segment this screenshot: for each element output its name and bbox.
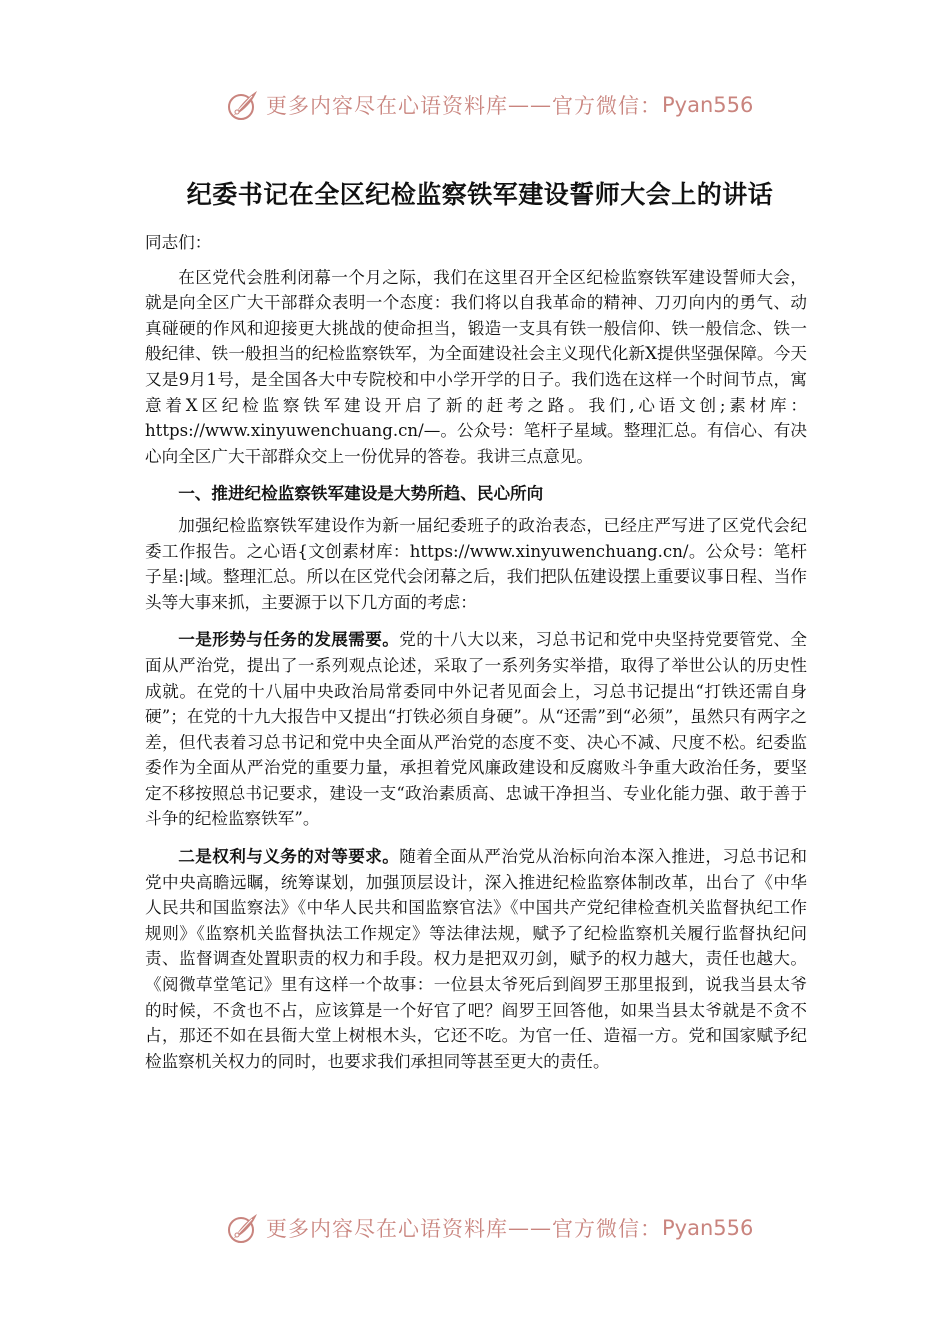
banner-brand-text: 更多内容尽在心语资料库	[266, 94, 508, 118]
point-1-text: 党的十八大以来，习总书记和党中央坚持党要管党、全面从严治党，提出了一系列观点论述，采取了一系列务实举措，取得了举世公认的历史性成就。在党的十八届中央政治局常委同中外记者见面会上，习总书记提出“打铁还需自身硬”；在党的十九大报告中又提出“打铁必须自身硬”。从“还需”到“必须”，虽然只有两字之差，但代表着习总书记和党中央全面从严治党的态度不变、决心不减、尺度不松。纪委监委作为全面从严治党的重要力量，承担着党风廉政建设和反腐败斗争重大政治任务，要坚定不移按照总书记要求，建设一支“政治素质高、忠诚干净担当、专业化能力强、敢于善于斗争的纪检监察铁军”。	[145, 630, 808, 829]
banner-brand-text: 更多内容尽在心语资料库	[266, 1217, 508, 1241]
banner-dash: ——	[508, 1216, 552, 1240]
banner-wechat-id: Pyan556	[662, 1216, 754, 1240]
point-1-paragraph	[145, 627, 807, 832]
header-banner[interactable]	[226, 85, 754, 125]
footer-banner[interactable]	[226, 1208, 754, 1248]
point-2-text: 随着全面从严治党从治标向治本深入推进，习总书记和党中央高瞻远瞩，统筹谋划，加强顶层设计，深入推进纪检监察体制改革，出台了《中华人民共和国监察法》《中华人民共和国监察官法》《中国共产党纪律检查机关监督执纪工作规则》《监察机关监督执法工作规定》等法律法规，赋予了纪检监察机关履行监督执纪问责、监督调查处置职责的权力和手段。权力是把双刃剑，赋予的权力越大，责任也越大。《阅微草堂笔记》里有这样一个故事：一位县太爷死后到阎罗王那里报到，说我当县太爷的时候，不贪也不占，应该算是一个好官了吧？阎罗王回答他，如果当县太爷就是不贪不占，那还不如在县衙大堂上树根木头，它还不吃。为官一任、造福一方。党和国家赋予纪检监察机关权力的同时，也要求我们承担同等甚至更大的责任。	[145, 847, 808, 1071]
salutation: 同志们：	[145, 233, 212, 252]
banner-wechat-label: 官方微信：	[552, 94, 662, 118]
quill-logo-icon	[226, 88, 260, 122]
section-1-paragraph: 加强纪检监察铁军建设作为新一届纪委班子的政治表态，已经庄严写进了区党代会纪委工作报告。之心语{文创素材库：https://www.xinyuwenchuang.cn/。公众号：笔杆子星:|域。整理汇总。所以在区党代会闭幕之后，我们把队伍建设摆上重要议事日程、当作头等大事来抓，主要源于以下几方面的考虑：	[145, 515, 807, 612]
point-1-lead: 一是形势与任务的发展需要。	[178, 630, 400, 650]
quill-logo-icon	[226, 1211, 260, 1245]
intro-paragraph: 在区党代会胜利闭幕一个月之际，我们在这里召开全区纪检监察铁军建设誓师大会，就是向全区广大干部群众表明一个态度：我们将以自我革命的精神、刀刃向内的勇气、动真碰硬的作风和迎接更大挑战的使命担当，锻造一支具有铁一般信仰、铁一般信念、铁一般纪律、铁一般担当的纪检监察铁军，为全面建设社会主义现代化新X提供坚强保障。今天又是9月1号，是全国各大中专院校和中小学开学的日子。我们选在这样一个时间节点，寓意着X区纪检监察铁军建设开启了新的赶考之路。我们,心语文创;素材库：https://www.xinyuwenchuang.cn/—。公众号：笔杆子星域。整理汇总。有信心、有决心向全区广大干部群众交上一份优异的答卷。我讲三点意见。	[145, 267, 807, 466]
banner-dash: ——	[508, 93, 552, 117]
document-body	[145, 230, 807, 1074]
banner-wechat-id: Pyan556	[662, 93, 754, 117]
point-2-lead: 二是权利与义务的对等要求。	[178, 847, 400, 867]
section-1-heading: 一、推进纪检监察铁军建设是大势所趋、民心所向	[178, 484, 544, 504]
point-2-paragraph	[145, 844, 807, 1074]
document-title: 纪委书记在全区纪检监察铁军建设誓师大会上的讲话	[186, 180, 774, 209]
banner-wechat-label: 官方微信：	[552, 1217, 662, 1241]
